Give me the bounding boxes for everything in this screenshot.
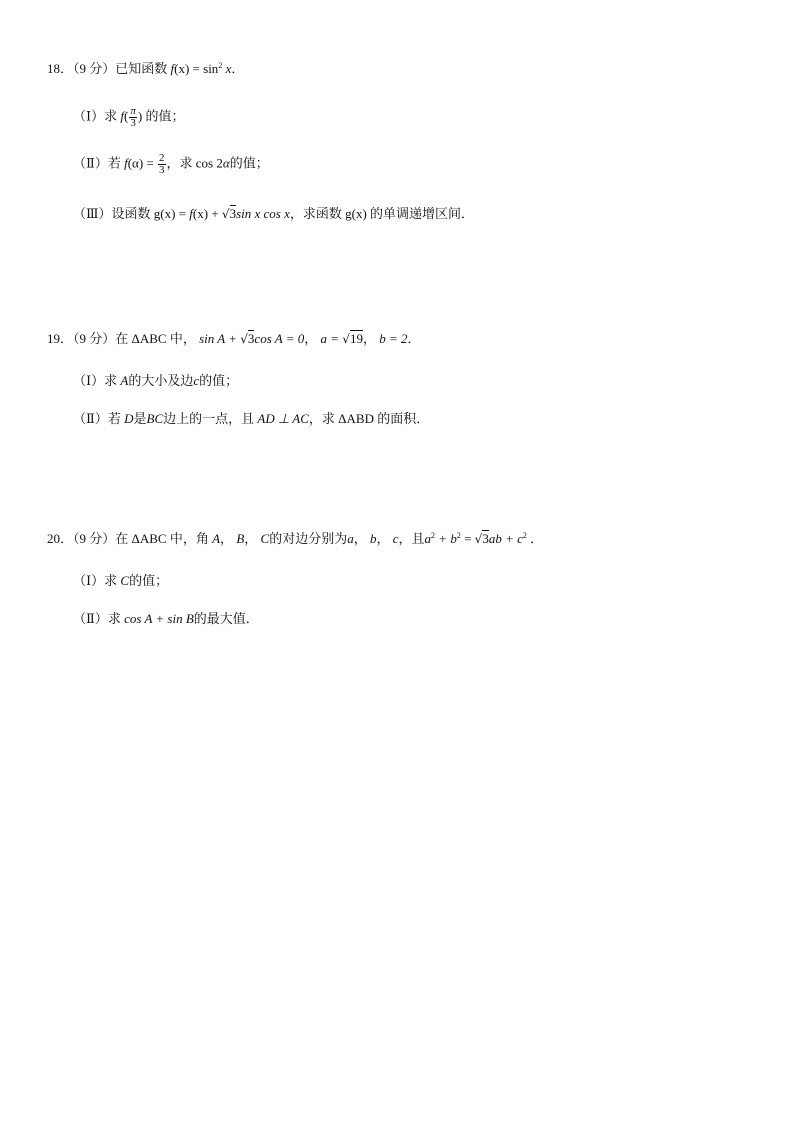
q20-a: a: [347, 531, 354, 546]
q19-p1-label: （Ⅰ）求: [73, 373, 118, 388]
q18-p1-den: 3: [130, 117, 136, 129]
q20-p1-C: C: [120, 573, 130, 588]
q19-a: a =: [320, 331, 340, 346]
q18-p2-num: 2: [159, 152, 165, 164]
q18-x: (x) = sin: [174, 61, 219, 76]
q20-plus-b: + b: [435, 531, 457, 546]
question-18-part-1: [73, 106, 184, 129]
q20-text2: ，且: [398, 531, 425, 546]
q18-p2-fraction: [158, 153, 166, 176]
q20-p2-label: （Ⅱ）求: [73, 611, 121, 626]
q19-radicand: 3: [247, 331, 255, 346]
sqrt-icon: √: [221, 207, 230, 221]
q18-p1-f: f: [120, 108, 125, 124]
q19-p2-BC: BC: [146, 411, 164, 426]
q19-p2-text2: 边上的一点，且: [163, 411, 255, 426]
q18-p3-mid: (x) +: [192, 206, 219, 221]
q20-eq: =: [460, 531, 472, 546]
question-18-part-3: [73, 205, 474, 223]
q20-s1: ，: [220, 531, 234, 546]
q18-header-text: 18．（9 分）已知函数: [47, 61, 168, 76]
q20-p2-expr: cos A + sin B: [124, 611, 194, 626]
q18-p1-label: （Ⅰ）求: [73, 108, 118, 124]
sqrt-icon: √: [342, 332, 350, 346]
question-20-header: [47, 530, 543, 548]
q18-exp: 2: [218, 61, 223, 70]
q20-pow-a: 2: [431, 531, 436, 540]
q19-radicand-19: 19: [349, 331, 363, 346]
q19-end: ．: [407, 331, 421, 346]
q20-radicand: 3: [482, 531, 489, 546]
q18-p2-den: 3: [159, 164, 165, 176]
q20-p1-label: （Ⅰ）求: [73, 573, 118, 588]
q20-b: b: [369, 531, 377, 546]
q18-p2-text2: 的值；: [229, 155, 269, 171]
q20-c: c: [392, 531, 399, 546]
q18-end: ．: [231, 61, 245, 76]
q19-sep1: ，: [304, 331, 318, 346]
q20-C: C: [260, 531, 270, 546]
question-19-part-2: [73, 410, 429, 428]
q20-s2: ，: [244, 531, 258, 546]
q18-f: f: [170, 61, 175, 76]
q20-header-text: 20．（9 分）在 ΔABC 中，角: [47, 531, 209, 546]
q18-p2-alpha: α: [222, 155, 230, 171]
q19-sep2: ，: [362, 331, 376, 346]
q18-p1-open: (: [124, 108, 129, 124]
q19-eq1: sin A +: [199, 331, 238, 346]
question-20-part-2: [73, 610, 259, 628]
q20-p2-text: 的最大值．: [193, 611, 259, 626]
question-19-header: [47, 330, 421, 348]
q19-eq2: cos A = 0: [254, 331, 305, 346]
q19-p2-text1: 是: [133, 411, 147, 426]
q20-s4: ，: [376, 531, 390, 546]
q18-p1-text: 的值；: [145, 108, 185, 124]
q20-lhs: a: [424, 531, 432, 546]
q18-p1-fraction: [129, 106, 137, 129]
question-18-part-2: [73, 153, 269, 176]
q19-p2-D: D: [124, 411, 134, 426]
question-18-header: [47, 60, 244, 78]
q20-s3: ，: [353, 531, 367, 546]
q18-p2-f: f: [124, 155, 128, 171]
q18-p1-num: π: [130, 105, 136, 117]
q20-p1-text: 的值；: [129, 573, 169, 588]
question-20-part-1: [73, 572, 168, 590]
q18-p3-label: （Ⅲ）设函数 g(x) =: [73, 206, 187, 221]
q20-pow-c: 2: [522, 531, 527, 540]
q19-p1-A: A: [120, 373, 129, 388]
q20-A: A: [212, 531, 221, 546]
sqrt-icon: √: [474, 532, 483, 546]
q19-p1-text1: 的大小及边: [128, 373, 194, 388]
question-19-part-1: [73, 372, 238, 390]
q19-b: b = 2: [379, 331, 408, 346]
q18-p2-label: （Ⅱ）若: [73, 155, 121, 171]
q19-p1-c: c: [193, 373, 200, 388]
q19-p2-text3: ，求 ΔABD 的面积．: [308, 411, 430, 426]
q18-xv: x: [225, 61, 232, 76]
q20-rhs: ab + c: [488, 531, 523, 546]
q18-p1-close: ): [137, 108, 143, 124]
q18-p3-f: f: [189, 206, 193, 221]
q18-p3-radicand: 3: [229, 206, 237, 221]
q19-p2-label: （Ⅱ）若: [73, 411, 121, 426]
q20-pow-b: 2: [456, 531, 461, 540]
q18-p3-text: ，求函数 g(x) 的单调递增区间．: [289, 206, 475, 221]
q19-p1-text2: 的值；: [199, 373, 239, 388]
sqrt-icon: √: [240, 332, 248, 346]
q18-p2-text1: ，求 cos 2: [166, 155, 223, 171]
q20-text1: 的对边分别为: [269, 531, 348, 546]
q18-p2-arg: (α) =: [127, 155, 154, 171]
q19-p2-cond: AD ⊥ AC: [257, 411, 309, 426]
q19-header-text: 19．（9 分）在 ΔABC 中，: [47, 331, 196, 346]
q20-B: B: [236, 531, 245, 546]
q18-p3-tail: sin x cos x: [236, 206, 290, 221]
q20-end: ．: [530, 531, 544, 546]
